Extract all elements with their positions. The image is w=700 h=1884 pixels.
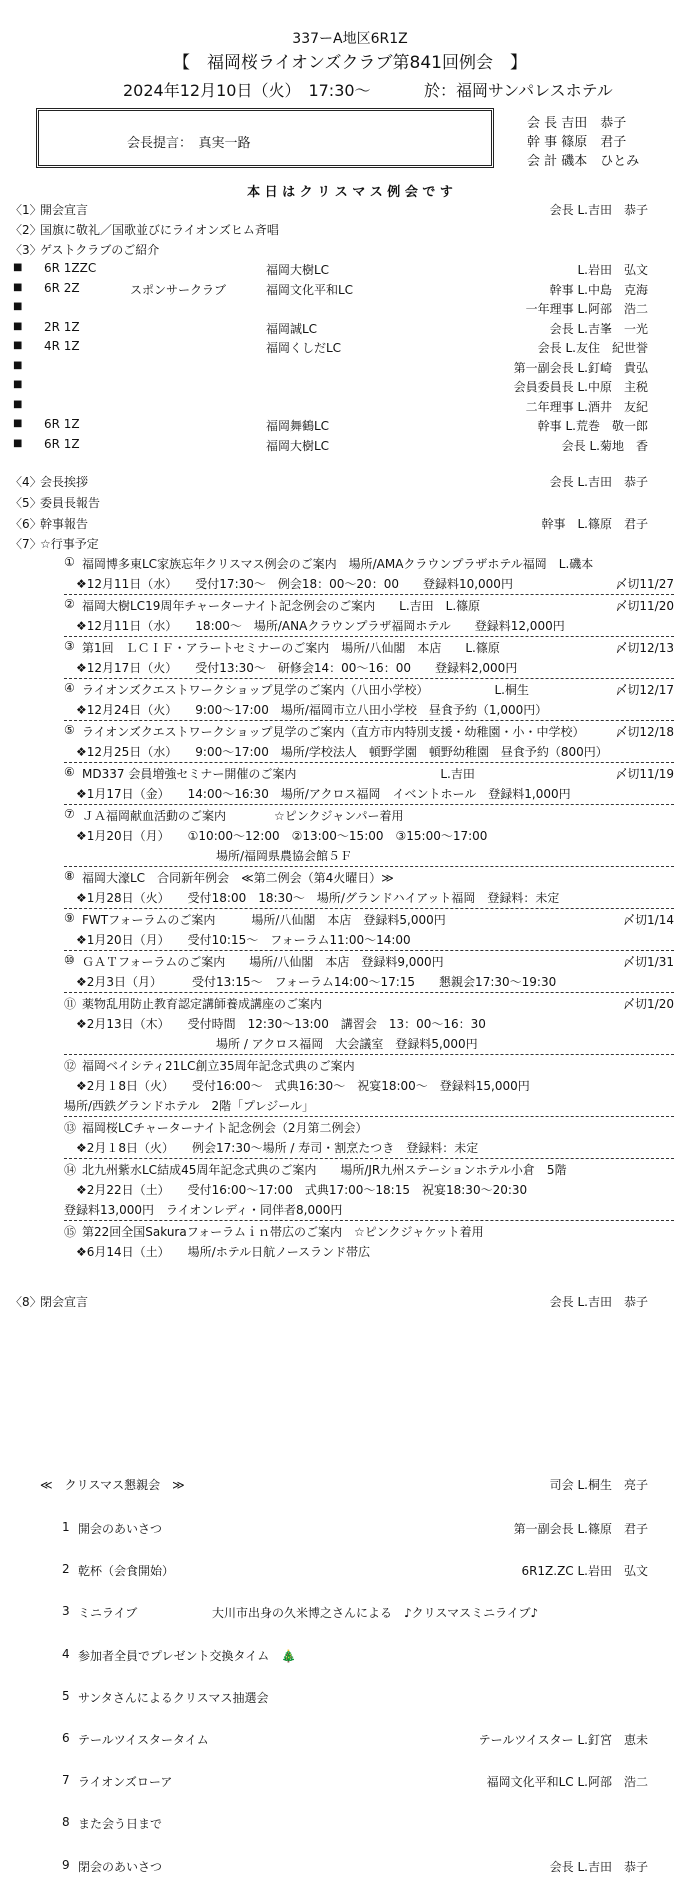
schedule-number: ⑥ [64, 765, 75, 779]
schedule-number: ⑧ [64, 869, 75, 883]
guest-person: 二年理事 L.酒井 友紀 [525, 399, 648, 414]
guest-row [0, 417, 700, 434]
schedule-deadline: 〆切12/13 [615, 641, 674, 655]
schedule-title: 福岡桜LCチャーターナイト記念例会（2月第二例会） [82, 1121, 368, 1135]
schedule-item [64, 867, 674, 909]
guest-row [0, 339, 700, 356]
guest-row [0, 281, 700, 298]
guest-row [0, 261, 700, 278]
agenda-item [0, 535, 700, 552]
party-item-person: 福岡文化平和LC L.阿部 浩二 [486, 1775, 648, 1790]
agenda-text: 開会宣言 [40, 203, 89, 217]
party-item-text: また会う日まで [78, 1817, 163, 1832]
guest-district: 6R 2Z [44, 280, 80, 295]
agenda-person: 会長 L.吉田 恭子 [549, 203, 648, 217]
schedule-item [64, 637, 674, 679]
party-item-number: 6 [62, 1731, 70, 1745]
party-item [0, 1858, 700, 1876]
agenda-number: 〈6〉 [10, 517, 42, 531]
party-item-text: テールツイスタータイム [78, 1733, 209, 1747]
party-item-desc: 大川市出身の久米博之さんによる ♪クリスマスミニライブ♪ [212, 1606, 539, 1621]
party-item-number: 8 [62, 1815, 70, 1830]
schedule-title: 第1回 ＬＣＩＦ・アラートセミナーのご案内 場所/八仙閣 本店 L.篠原 [82, 641, 500, 655]
agenda-item [0, 241, 700, 258]
schedule-item [64, 1117, 674, 1159]
district-label: 337ーA地区6R1Z [292, 31, 408, 47]
bullet-icon: ■ [13, 437, 23, 449]
agenda-person: 会長 L.吉田 恭子 [549, 1295, 648, 1309]
guest-row [0, 437, 700, 454]
guest-row [0, 359, 700, 376]
party-mc: 司会 L.桐生 亮子 [549, 1478, 648, 1492]
agenda-item [0, 473, 700, 490]
schedule-number: ④ [64, 681, 75, 695]
party-item [0, 1731, 700, 1749]
schedule-detail: ❖2月１8日（火） 受付16:00〜 式典16:30〜 祝宴18:00〜 登録料15,000円 [76, 1079, 530, 1093]
party-item [0, 1562, 700, 1580]
guest-row [0, 300, 700, 317]
guest-district: 4R 1Z [44, 339, 80, 353]
schedule-number: ② [64, 597, 75, 611]
agenda-number: 〈5〉 [10, 496, 42, 510]
guest-club: 福岡舞鶴LC [266, 419, 330, 433]
party-item [0, 1689, 700, 1707]
guest-club: 福岡大樹LC [266, 263, 330, 277]
schedule-item [64, 1221, 674, 1262]
agenda-text: 国旗に敬礼／国歌並びにライオンズヒム斉唱 [40, 223, 279, 237]
schedule-item [64, 1159, 674, 1221]
schedule-item [64, 553, 674, 595]
schedule-deadline: 〆切11/19 [615, 767, 674, 781]
schedule-item [64, 993, 674, 1055]
schedule-item [64, 721, 674, 763]
schedule-title: 北九州紫水LC結成45周年記念式典のご案内 場所/JR九州ステーションホテル小倉 5階 [82, 1163, 567, 1177]
schedule-detail: ❖12月11日（水） 18:00〜 場所/ANAクラウンプラザ福岡ホテル 登録料12,000円 [76, 619, 565, 633]
meeting-title: 【 福岡桜ライオンズクラブ第841回例会 】 [173, 53, 527, 73]
guest-row [0, 398, 700, 415]
schedule-detail: ❖2月22日（土） 受付16:00〜17:00 式典17:00〜18:15 祝宴18:30〜20:30 [76, 1183, 528, 1197]
schedule-number: ⑩ [64, 953, 75, 967]
schedule-title: ＪＡ福岡献血活動のご案内 ☆ピンクジャンパー着用 [82, 809, 404, 823]
guest-sponsor: スポンサークラブ [130, 282, 227, 297]
schedule-item [64, 679, 674, 721]
agenda-text: 委員長報告 [40, 496, 101, 510]
schedule-number: ⑦ [64, 807, 75, 821]
party-item-text: ミニライブ [78, 1606, 138, 1621]
guest-district: 6R 1Z [44, 417, 80, 431]
party-item [0, 1647, 700, 1665]
schedule-number: ⑭ [64, 1163, 77, 1177]
party-item-person: 第一副会長 L.篠原 君子 [513, 1522, 648, 1536]
schedule-detail: ❖1月17日（金） 14:00〜16:30 場所/アクロス福岡 イベントホール 登録料1,000円 [76, 787, 571, 801]
meeting-theme: 本 日 は ク リ ス マ ス 例 会 で す [247, 185, 453, 200]
party-item-text: 開会のあいさつ [78, 1522, 163, 1536]
schedule-number: ⑬ [64, 1121, 77, 1135]
president-motto-box [36, 108, 494, 168]
bullet-icon: ■ [13, 398, 23, 410]
party-header [0, 1476, 700, 1493]
bullet-icon: ■ [13, 359, 23, 371]
guest-row [0, 320, 700, 337]
schedule-item [64, 1055, 674, 1117]
guest-club: 福岡文化平和LC [266, 282, 354, 297]
schedule-deadline: 〆切1/31 [623, 955, 674, 969]
agenda-text: 会長挨拶 [40, 475, 89, 489]
schedule-deadline: 〆切1/14 [623, 913, 674, 927]
party-item [0, 1815, 700, 1833]
schedule-title: ライオンズクエストワークショップ見学のご案内（直方市内特別支援・幼稚園・小・中学校） [82, 725, 585, 739]
guest-person: L.岩田 弘文 [577, 263, 648, 277]
party-item [0, 1520, 700, 1538]
agenda-item [0, 494, 700, 511]
party-item-number: 9 [62, 1857, 70, 1872]
meeting-venue: 於：福岡サンパレスホテル [424, 81, 613, 100]
agenda-person: 会長 L.吉田 恭子 [549, 475, 648, 489]
agenda-number: 〈3〉 [10, 243, 42, 257]
agenda-item-closing [0, 1293, 700, 1310]
agenda-text: 幹事報告 [40, 517, 89, 531]
schedule-title: MD337 会員増強セミナー開催のご案内 L.吉田 [82, 767, 475, 781]
schedule-title: FWTフォーラムのご案内 場所/八仙閣 本店 登録料5,000円 [82, 913, 446, 927]
party-item-text: ライオンズローア [78, 1775, 173, 1790]
schedule-title: 福岡博多東LC家族忘年クリスマス例会のご案内 場所/AMAクラウンプラザホテル福岡 L.磯本 [82, 557, 594, 571]
schedule-deadline: 〆切11/20 [615, 599, 674, 613]
party-item-number: 7 [62, 1773, 70, 1788]
guest-person: 会長 L.吉峯 一光 [549, 321, 648, 336]
guest-club: 福岡くしだLC [266, 341, 342, 355]
guest-person: 幹事 L.荒巻 敬一郎 [537, 419, 648, 433]
schedule-item [64, 951, 674, 993]
bullet-icon: ■ [13, 301, 23, 312]
schedule-detail: ❖12月24日（火） 9:00〜17:00 場所/福岡市立八田小学校 昼食予約（1,000円） [76, 703, 548, 717]
party-item [0, 1604, 700, 1622]
schedule-number: ③ [64, 639, 75, 653]
schedule-detail: ❖2月3日（月） 受付13:15〜 フォーラム14:00〜17:15 懇親会17:30〜19:30 [76, 975, 557, 989]
bullet-icon: ■ [13, 340, 23, 351]
guest-person: 会員委員長 L.中原 主税 [513, 380, 648, 394]
party-item-text: 参加者全員でプレゼント交換タイム 🎄 [78, 1648, 297, 1663]
schedule-detail: ❖2月１8日（火） 例会17:30〜場所 / 寿司・割烹たつき 登録料：未定 [76, 1141, 479, 1155]
guest-club: 福岡誠LC [266, 321, 318, 336]
schedule-title: ライオンズクエストワークショップ見学のご案内（八田小学校） L.桐生 [82, 683, 529, 697]
agenda-item [0, 515, 700, 532]
meeting-date: 2024年12月10日（火） 17:30〜 [123, 81, 371, 100]
agenda-number: 〈7〉 [10, 537, 42, 551]
guest-person: 第一副会長 L.釘崎 貴弘 [513, 360, 648, 375]
party-item-person: テールツイスター L.釘宮 恵未 [478, 1733, 648, 1747]
schedule-detail-extra: 登録料13,000円 ライオンレディ・同伴者8,000円 [64, 1203, 343, 1217]
schedule-number: ⑮ [64, 1225, 77, 1239]
schedule-detail: ❖12月25日（水） 9:00〜17:00 場所/学校法人 頓野学園 頓野幼稚園 昼食予約（800円） [76, 745, 608, 759]
party-item-text: サンタさんによるクリスマス抽選会 [78, 1690, 269, 1705]
schedule-title: 福岡大樹LC19周年チャーターナイト記念例会のご案内 L.吉田 L.篠原 [82, 599, 481, 613]
schedule-title: 第22回全国Sakuraフォーラムｉｎ帯広のご案内 ☆ピンクジャケット着用 [82, 1225, 484, 1239]
agenda-person: 幹事 L.篠原 君子 [541, 517, 648, 531]
party-item-number: 1 [62, 1520, 70, 1534]
agenda-item [0, 221, 700, 238]
schedule-title: 薬物乱用防止教育認定講師養成講座のご案内 [82, 997, 323, 1011]
schedule-item [64, 595, 674, 637]
guest-district: 6R 1ZZC [44, 261, 97, 275]
agenda-item [0, 201, 700, 218]
schedule-detail: ❖12月17日（火） 受付13:30〜 研修会14：00〜16：00 登録料2,000円 [76, 661, 518, 675]
party-title: ≪ クリスマス懇親会 ≫ [40, 1478, 185, 1492]
schedule-deadline: 〆切11/27 [615, 577, 674, 591]
schedule-number: ⑪ [64, 997, 77, 1011]
schedule-detail-extra: 場所 / アクロス福岡 大会議室 登録料5,000円 [216, 1037, 478, 1051]
party-item [0, 1773, 700, 1791]
officer-treasurer: 会 計 磯本 ひとみ [527, 154, 640, 169]
agenda-text: ゲストクラブのご紹介 [40, 243, 160, 257]
schedule-deadline: 〆切1/20 [623, 997, 674, 1011]
schedule-title: 福岡大濠LC 合同新年例会 ≪第二例会（第4火曜日）≫ [82, 871, 394, 885]
party-item-person: 会長 L.吉田 恭子 [549, 1859, 648, 1874]
schedule-number: ⑤ [64, 723, 75, 737]
president-motto: 会長提言： 真実一路 [127, 136, 251, 151]
schedule-title: ＧＡＴフォーラムのご案内 場所/八仙閣 本店 登録料9,000円 [82, 955, 444, 969]
bullet-icon: ■ [13, 418, 23, 429]
schedule-detail: ❖1月20日（月） 受付10:15〜 フォーラム11:00〜14:00 [76, 933, 411, 947]
schedule-item [64, 909, 674, 951]
schedule-number: ⑫ [64, 1059, 77, 1073]
bullet-icon: ■ [13, 320, 23, 332]
guest-district: 6R 1Z [44, 436, 80, 451]
schedule-detail: ❖12月11日（水） 受付17:30〜 例会18：00〜20：00 登録料10,000円 [76, 577, 513, 591]
bullet-icon: ■ [13, 379, 23, 390]
party-item-number: 4 [62, 1646, 70, 1661]
party-item-number: 2 [62, 1562, 70, 1577]
agenda-number: 〈1〉 [10, 203, 42, 217]
schedule-detail: ❖2月13日（木） 受付時間 12:30〜13:00 講習会 13：00〜16：30 [76, 1017, 486, 1031]
schedule-deadline: 〆切12/18 [615, 725, 674, 739]
schedule-deadline: 〆切12/17 [615, 683, 674, 697]
party-item-number: 5 [62, 1688, 70, 1703]
bullet-icon: ■ [13, 281, 23, 293]
schedule-detail: ❖1月28日（火） 受付18:00 18:30〜 場所/グランドハイアット福岡 登録料：未定 [76, 891, 560, 905]
agenda-text: ☆行事予定 [40, 537, 99, 551]
guest-person: 幹事 L.中島 克海 [549, 282, 648, 297]
schedule-detail: ❖1月20日（月） ①10:00〜12:00 ②13:00〜15:00 ③15:00〜17:00 [76, 829, 488, 843]
schedule-title: 福岡ベイシティ21LC創立35周年記念式典のご案内 [82, 1059, 355, 1073]
schedule-detail: ❖6月14日（土） 場所/ホテル日航ノースランド帯広 [76, 1245, 371, 1259]
agenda-number: 〈4〉 [10, 475, 42, 489]
party-item-person: 6R1Z.ZC L.岩田 弘文 [521, 1564, 648, 1579]
guest-row [0, 378, 700, 395]
schedule-detail-extra: 場所/西鉄グランドホテル 2階「プレジール」 [64, 1099, 315, 1113]
guest-person: 会長 L.菊地 香 [561, 438, 648, 453]
schedule-item [64, 805, 674, 867]
party-item-text: 閉会のあいさつ [78, 1859, 163, 1874]
schedule-number: ① [64, 555, 75, 569]
guest-club: 福岡大樹LC [266, 438, 330, 453]
agenda-text: 閉会宣言 [40, 1295, 89, 1309]
party-item-number: 3 [62, 1604, 70, 1619]
agenda-number: 〈2〉 [10, 223, 42, 237]
party-item-text: 乾杯（会食開始） [78, 1564, 175, 1579]
officer-president: 会 長 吉田 恭子 [527, 116, 627, 131]
guest-person: 一年理事 L.阿部 浩二 [525, 302, 648, 316]
bullet-icon: ■ [13, 262, 23, 273]
guest-district: 2R 1Z [44, 319, 80, 334]
schedule-item [64, 763, 674, 805]
schedule-detail-extra: 場所/福岡県農協会館５Ｆ [216, 849, 353, 863]
officer-secretary: 幹 事 篠原 君子 [527, 135, 627, 150]
schedule-number: ⑨ [64, 911, 75, 925]
guest-person: 会長 L.友住 紀世誉 [537, 341, 648, 355]
agenda-number: 〈8〉 [10, 1295, 42, 1309]
